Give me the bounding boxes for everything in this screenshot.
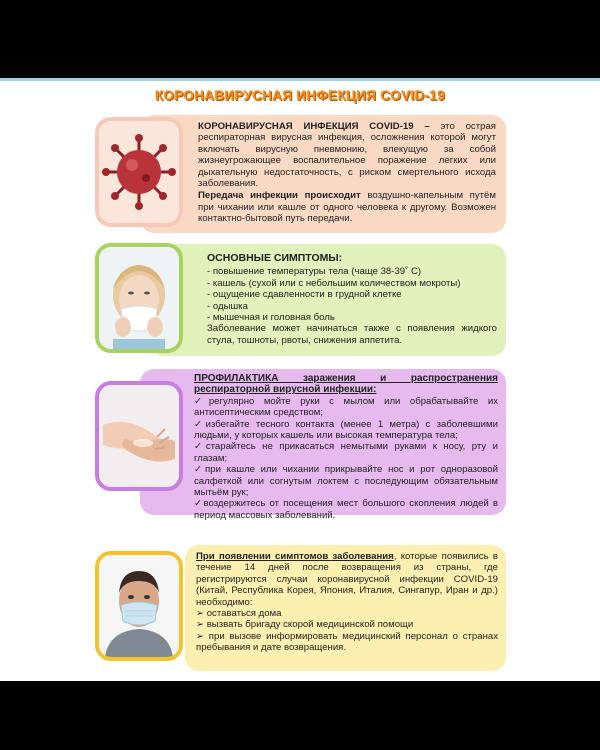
transmission-heading: Передача инфекции происходит [198,190,361,202]
symptoms-text [207,253,497,346]
definition-body: это острая респираторная вирусная инфекция, осложнения которой могут включать вирусную пневмонию, влекущую за собой жизнеугрожающее воспалительное поражение легких или дыхательную недостаточность, с риском смертельного исхода заболевания. [198,121,496,190]
prevention-text [194,373,498,521]
hands-icon [99,385,179,487]
prevention-item: ✓старайтесь не прикасаться немытыми руками к носу, рту и глазам; [194,441,498,464]
action-item: ➢ при вызове информировать медицинский персонал о странах пребывания и дате возвращения. [196,630,498,654]
photo-frame-virus [95,117,183,227]
symptom-item: - кашель (сухой или с небольшим количеством мокроты) [207,277,461,289]
virus-icon [99,121,179,223]
actions-heading: При появлении симптомов заболевания [196,551,394,562]
poster [0,78,600,681]
definition-heading: КОРОНАВИРУСНАЯ ИНФЕКЦИЯ COVID-19 [198,121,414,132]
poster-title: КОРОНАВИРУСНАЯ ИНФЕКЦИЯ COVID-19 [154,88,446,103]
photo-frame-sneezing [95,243,183,353]
symptoms-footer: Заболевание может начинаться также с появления жидкого стула, тошноты, рвоты, снижения аппетита. [207,323,497,346]
symptom-item: - одышка [207,300,248,312]
transmission-body: воздушно-капельным путём при чихании или кашле от одного человека к другому. Возможен контактно-бытовой путь передачи. [198,190,496,225]
masked-man-icon [99,555,179,657]
symptom-item: - повышение температуры тела (чаще 38-39˚ С) [207,266,422,278]
photo-frame-masked-man [95,551,183,661]
photo-frame-hands [95,381,183,491]
actions-intro: , которые появились в течение 14 дней после возвращения из страны, где регистрируются случаи коронавирусной инфекции COVID-19 (Китай, Республика Корея, Япония, Италия, Сингапур, Иран и др.) необходимо: [196,551,499,608]
action-item: ➢ вызвать бригаду скорой медицинской помощи [196,619,414,631]
prevention-item: ✓при кашле или чихании прикрывайте нос и рот одноразовой салфеткой или согнутым локтем с последующим обязательным мытьём рук; [194,464,498,499]
sneezing-woman-icon [99,247,179,349]
symptom-item: - ощущение сдавленности в грудной клетке [207,289,402,301]
prevention-item: ✓избегайте тесного контакта (менее 1 метра) с заболевшими людьми, у которых кашель или высокая температура тела; [194,418,498,442]
definition-text [198,121,496,225]
definition-dash: – [413,121,441,132]
prevention-item: ✓воздержитесь от посещения мест большого скопления людей в период массовых заболеваний. [194,498,498,521]
prevention-item: ✓регулярно мойте руки с мылом или обрабатывайте их антисептическим средством; [194,395,498,419]
prevention-heading: ПРОФИЛАКТИКА заражения и распространения респираторной вирусной инфекции: [194,373,498,396]
actions-text [196,551,498,654]
symptoms-heading: ОСНОВНЫЕ СИМПТОМЫ: [207,252,343,264]
symptom-item: - мышечная и головная боль [207,312,335,324]
action-item: ➢ оставаться дома [196,608,282,620]
